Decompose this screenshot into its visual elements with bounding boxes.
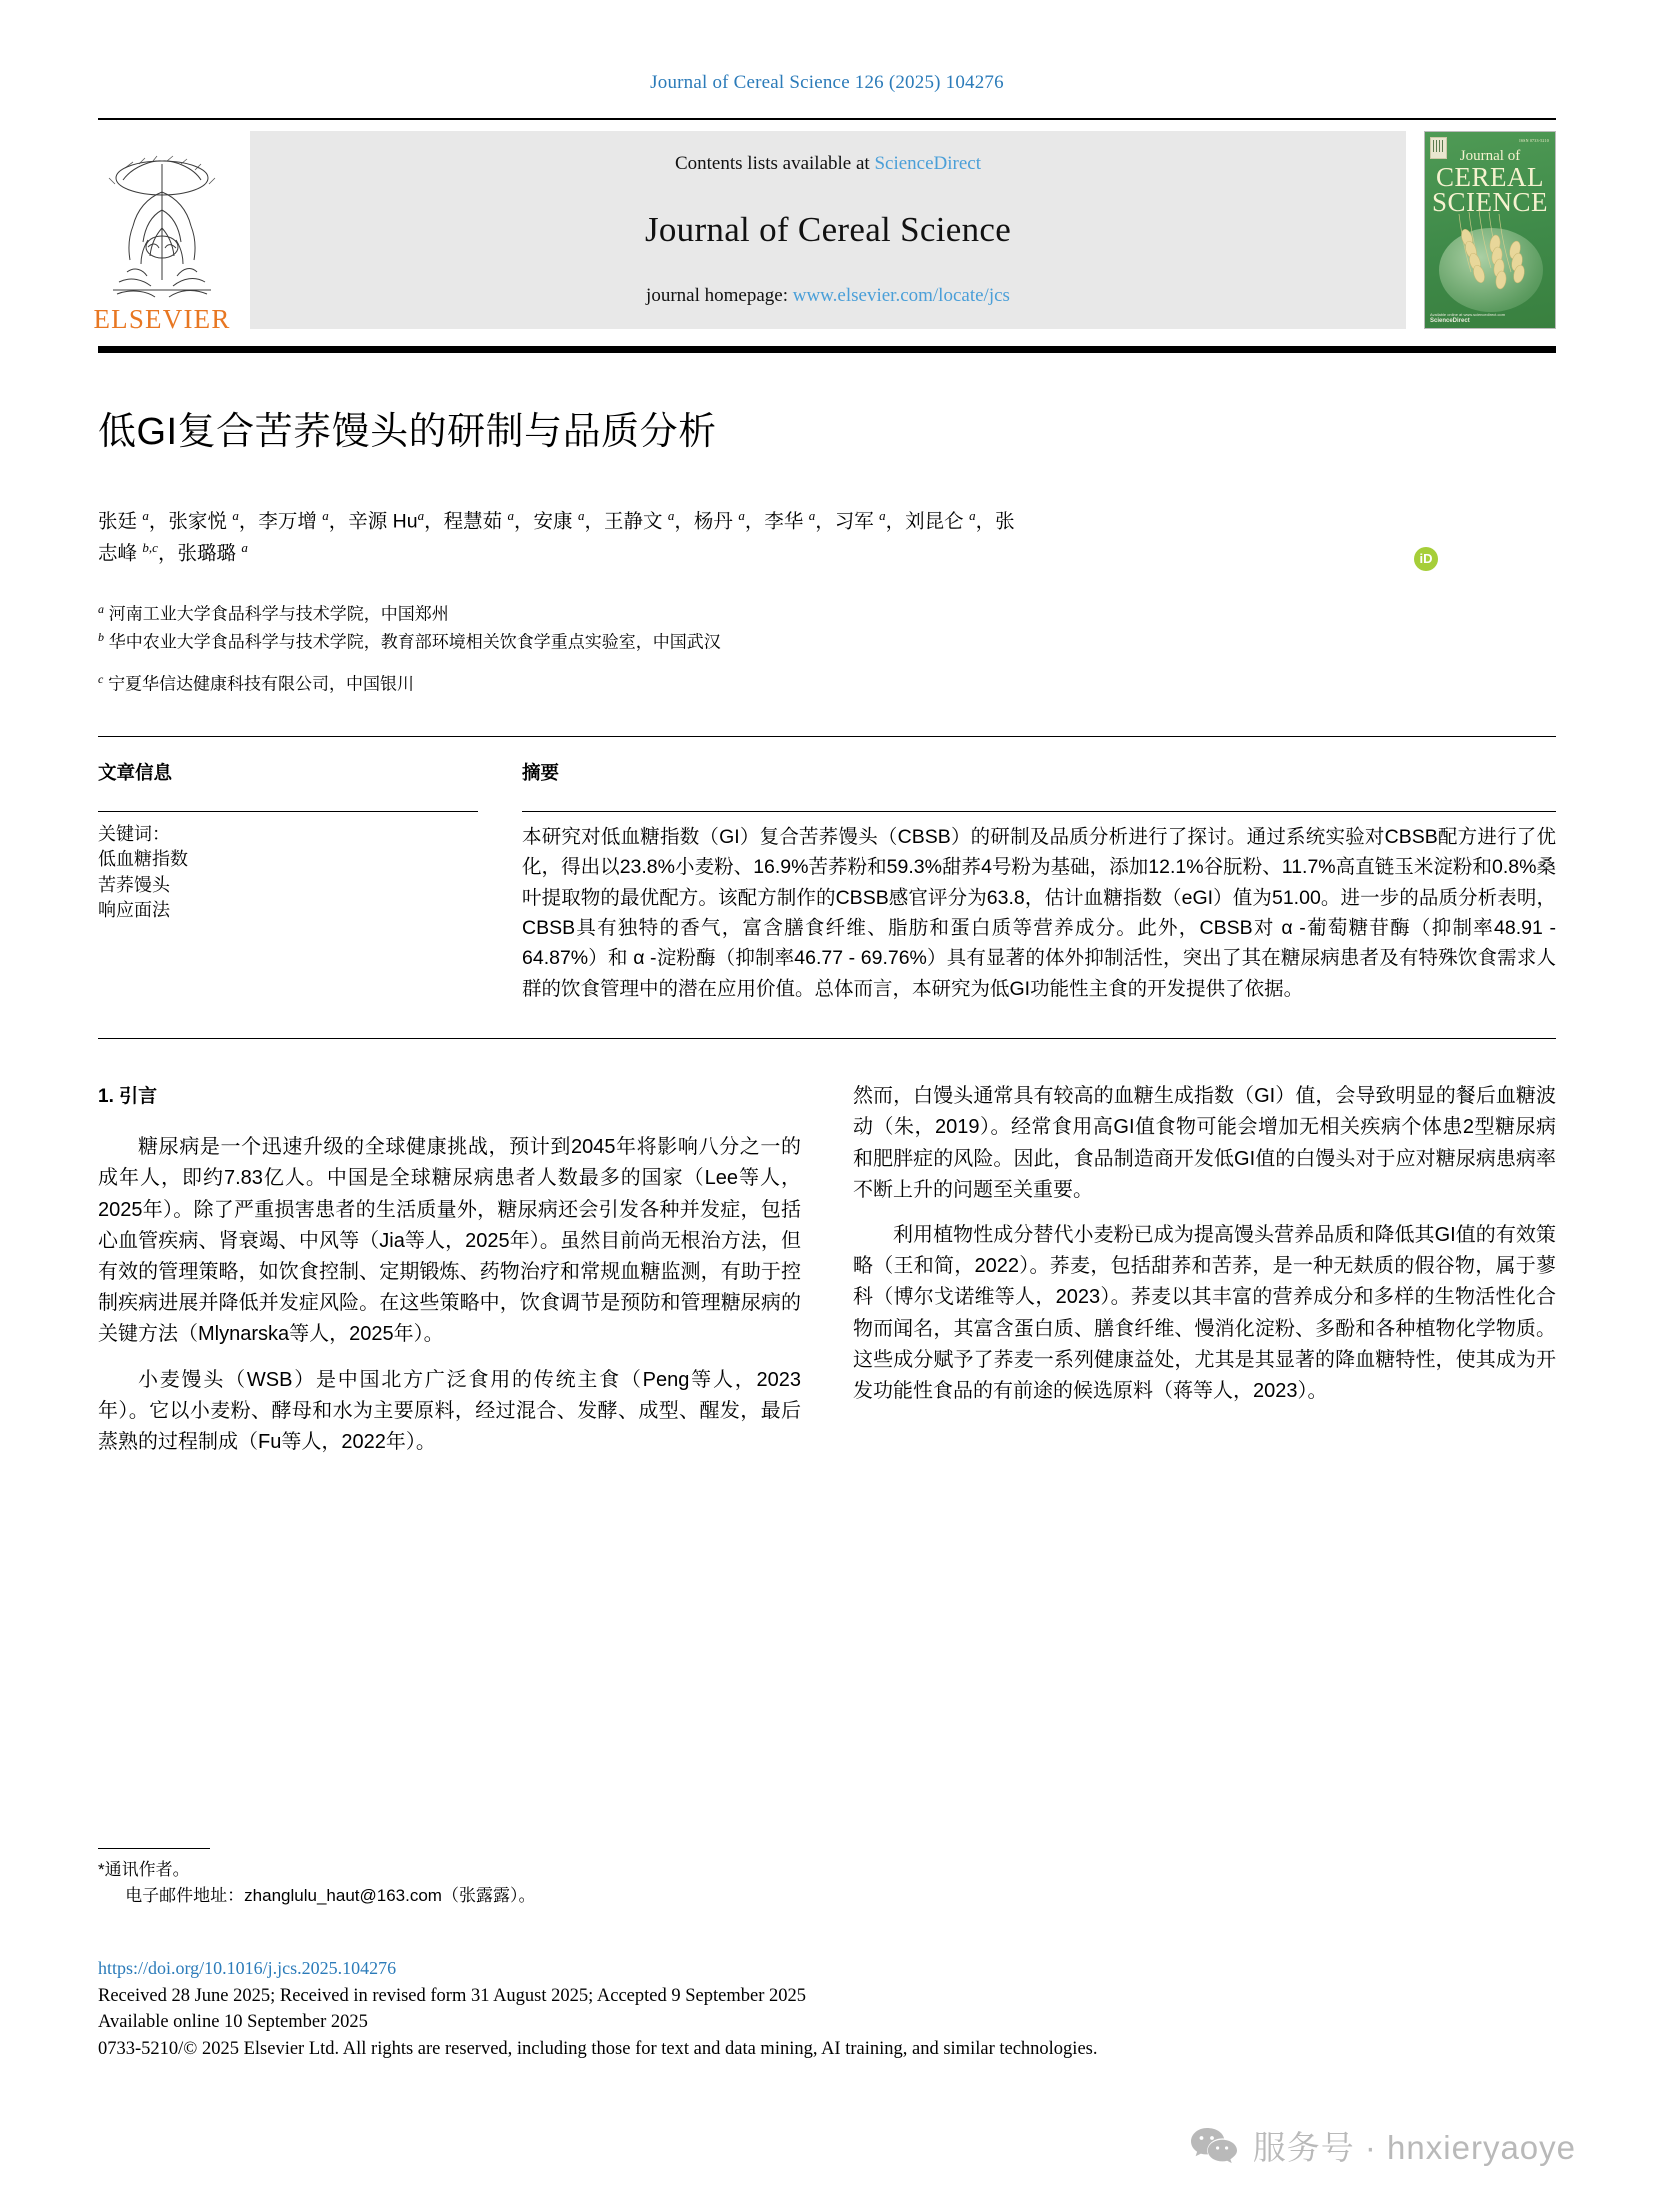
footnote-rule xyxy=(98,1848,210,1849)
cover-title-line1: Journal of xyxy=(1459,148,1521,164)
received-dates: Received 28 June 2025; Received in revised form 31 August 2025; Accepted 9 September 2025 xyxy=(98,1986,806,2006)
cover-footer xyxy=(1430,312,1505,324)
affiliation-a: $^a$ 河南工业大学食品科学与技术学院，中国郑州 xyxy=(98,601,449,624)
article-info-rule xyxy=(98,811,478,812)
info-bottom-rule xyxy=(98,1038,1556,1039)
available-online-date: Available online 10 September 2025 xyxy=(98,2012,368,2033)
author-list xyxy=(98,505,1433,570)
orcid-icon[interactable]: iD xyxy=(1414,547,1438,571)
article-info-heading: 文章信息 xyxy=(98,761,173,783)
keyword-item: 苦荞馒头 xyxy=(98,874,170,895)
publication-meta-block xyxy=(98,1958,1528,2062)
masthead-container xyxy=(93,118,1556,353)
keyword-item: 响应面法 xyxy=(98,900,170,921)
keyword-item: 低血糖指数 xyxy=(98,849,188,870)
introduction-heading: 1. 引言 xyxy=(98,1086,158,1108)
elsevier-logo xyxy=(93,125,231,335)
cover-issn: ISSN 0733-5210 xyxy=(1519,138,1549,143)
journal-homepage-line xyxy=(646,285,1010,307)
masthead-center-panel xyxy=(250,131,1406,329)
abstract-rule xyxy=(522,811,1556,812)
body-paragraph: 糖尿病是一个迅速升级的全球健康挑战，预计到2045年将影响八分之一的成年人，即约7.83亿人。中国是全球糖尿病患者人数最多的国家（Lee等人，2025年）。除了严重损害患者的生活质量外，糖尿病还会引发各种并发症，包括心血管疾病、肾衰竭、中风等（Jia等人，2025年）。虽然目前尚无根治方法，但有效的管理策略，如饮食控制、定期锻炼、药物治疗和常规血糖监测，有助于控制疾病进展并降低并发症风险。在这些策略中，饮食调节是预防和管理糖尿病的关键方法（Mlynarska等人，2025年）。 xyxy=(98,1136,801,1346)
running-head: Journal of Cereal Science 126 (2025) 104276 xyxy=(650,72,1004,93)
copyright-line: 0733-5210/© 2025 Elsevier Ltd. All rights are reserved, including those for text and data mining, AI training, and similar technologies. xyxy=(98,2038,1098,2059)
masthead xyxy=(93,120,1556,338)
watermark-text: 服务号 · hnxieryaoye xyxy=(1252,2129,1576,2166)
author-line-1: 张廷 $^a$，张家悦 $^a$，李万增 $^a$，辛源 Hu$^a$，程慧茹 $^a$，安康 $^a$，王静文 $^a$，杨丹 $^a$，李华 $^a$，习军 $^a$，刘昆仑 $^a$，张 xyxy=(98,507,1015,532)
journal-name: Journal of Cereal Science xyxy=(644,210,1012,249)
body-paragraph: 利用植物性成分替代小麦粉已成为提高馒头营养品质和降低其GI值的有效策略（王和简，2022）。荞麦，包括甜荞和苦荞，是一种无麸质的假谷物，属于蓼科（博尔戈诺维等人，2023）。荞麦以其丰富的营养成分和多样的生物活性化合物而闻名，其富含蛋白质、膳食纤维、慢消化淀粉、多酚和各种植物化学物质。这些成分赋予了荞麦一系列健康益处，尤其是其显著的降血糖特性，使其成为开发功能性食品的有前途的候选原料（蒋等人，2023）。 xyxy=(853,1224,1556,1402)
doi-link[interactable]: https://doi.org/10.1016/j.jcs.2025.104276 xyxy=(98,1958,397,1978)
body-paragraph: 然而，白馒头通常具有较高的血糖生成指数（GI）值，会导致明显的餐后血糖波动（朱，2019）。经常食用高GI值食物可能会增加无相关疾病个体患2型糖尿病和肥胖症的风险。因此，食品制造商开发低GI值的白馒头对于应对糖尿病患病率不断上升的问题至关重要。 xyxy=(853,1085,1556,1201)
corresponding-email: 电子邮件地址：zhanglulu_haut@163.com（张露露）。 xyxy=(125,1885,536,1905)
body-right-column xyxy=(853,1081,1556,1472)
elsevier-wordmark: ELSEVIER xyxy=(93,304,231,334)
abstract-text: 本研究对低血糖指数（GI）复合苦荞馒头（CBSB）的研制及品质分析进行了探讨。通过系统实验对CBSB配方进行了优化，得出以23.8%小麦粉、16.9%苦荞粉和59.3%甜荞4号粉为基础，添加12.1%谷朊粉、11.7%高直链玉米淀粉和0.8%桑叶提取物的最优配方。该配方制作的CBSB感官评分为63.8，估计血糖指数（eGI）值为51.00。进一步的品质分析表明，CBSB具有独特的香气，富含膳食纤维、脂肪和蛋白质等营养成分。此外，CBSB对 α -葡萄糖苷酶（抑制率48.91 - 64.87%）和 α -淀粉酶（抑制率46.77 - 69.76%）具有显著的体外抑制活性，突出了其在糖尿病患者及有特殊饮食需求人群的饮食管理中的潜在应用价值。总体而言，本研究为低GI功能性主食的开发提供了依据。 xyxy=(522,825,1556,1000)
cover-footer-brand: ScienceDirect xyxy=(1430,318,1470,324)
elsevier-tree-icon xyxy=(103,152,221,304)
sciencedirect-link[interactable]: ScienceDirect xyxy=(874,153,982,174)
footnote-block xyxy=(98,1848,798,1908)
body-left-column xyxy=(98,1081,801,1472)
page-title: 低GI复合苦荞馒头的研制与品质分析 xyxy=(98,411,717,453)
keywords-block xyxy=(98,822,478,924)
affiliation-b: $^b$ 华中农业大学食品科学与技术学院，教育部环境相关饮食学重点实验室，中国武汉 xyxy=(98,629,721,652)
body-columns xyxy=(98,1081,1556,1472)
contents-prefix: Contents lists available at xyxy=(674,153,875,174)
affiliation-c: $^c$ 宁夏华信达健康科技有限公司，中国银川 xyxy=(98,671,415,694)
affiliation-a-text: 河南工业大学食品科学与技术学院，中国郑州 xyxy=(108,604,449,624)
wechat-watermark xyxy=(1191,2122,1576,2169)
body-paragraph: 小麦馒头（WSB）是中国北方广泛食用的传统主食（Peng等人，2023年）。它以小麦粉、酵母和水为主要原料，经过混合、发酵、成型、醒发，最后蒸熟的过程制成（Fu等人，2022年）。 xyxy=(98,1368,801,1453)
author-line-2: 志峰 $^{b,c}$，张璐璐 $^a$ xyxy=(98,540,248,565)
cover-wheat-icon xyxy=(1425,132,1556,329)
journal-cover-thumbnail xyxy=(1424,131,1556,329)
affiliation-c-text: 宁夏华信达健康科技有限公司，中国银川 xyxy=(108,674,415,694)
wechat-glyph-icon xyxy=(1191,2126,1237,2166)
journal-homepage-link[interactable]: www.elsevier.com/locate/jcs xyxy=(792,285,1010,306)
affiliation-b-text: 华中农业大学食品科学与技术学院，教育部环境相关饮食学重点实验室，中国武汉 xyxy=(108,632,721,652)
corresponding-author-note: *通讯作者。 xyxy=(98,1860,190,1879)
masthead-bottom-rule xyxy=(98,346,1556,353)
contents-available-line xyxy=(675,153,981,175)
homepage-prefix: journal homepage: xyxy=(646,285,793,306)
abstract-column xyxy=(522,759,1556,1004)
article-info-column xyxy=(98,759,478,1004)
article-info-abstract-block xyxy=(98,737,1556,1004)
abstract-heading: 摘要 xyxy=(522,761,560,783)
affiliation-list xyxy=(98,600,1556,698)
cover-title-line3: SCIENCE xyxy=(1431,187,1548,218)
keywords-label: 关键词： xyxy=(98,823,170,844)
wechat-icon xyxy=(1191,2126,1237,2166)
affiliation-gap xyxy=(98,656,1556,670)
cover-footer-small: Available online at www.sciencedirect.com xyxy=(1430,312,1506,317)
cover-title-line2: CEREAL xyxy=(1436,161,1544,192)
